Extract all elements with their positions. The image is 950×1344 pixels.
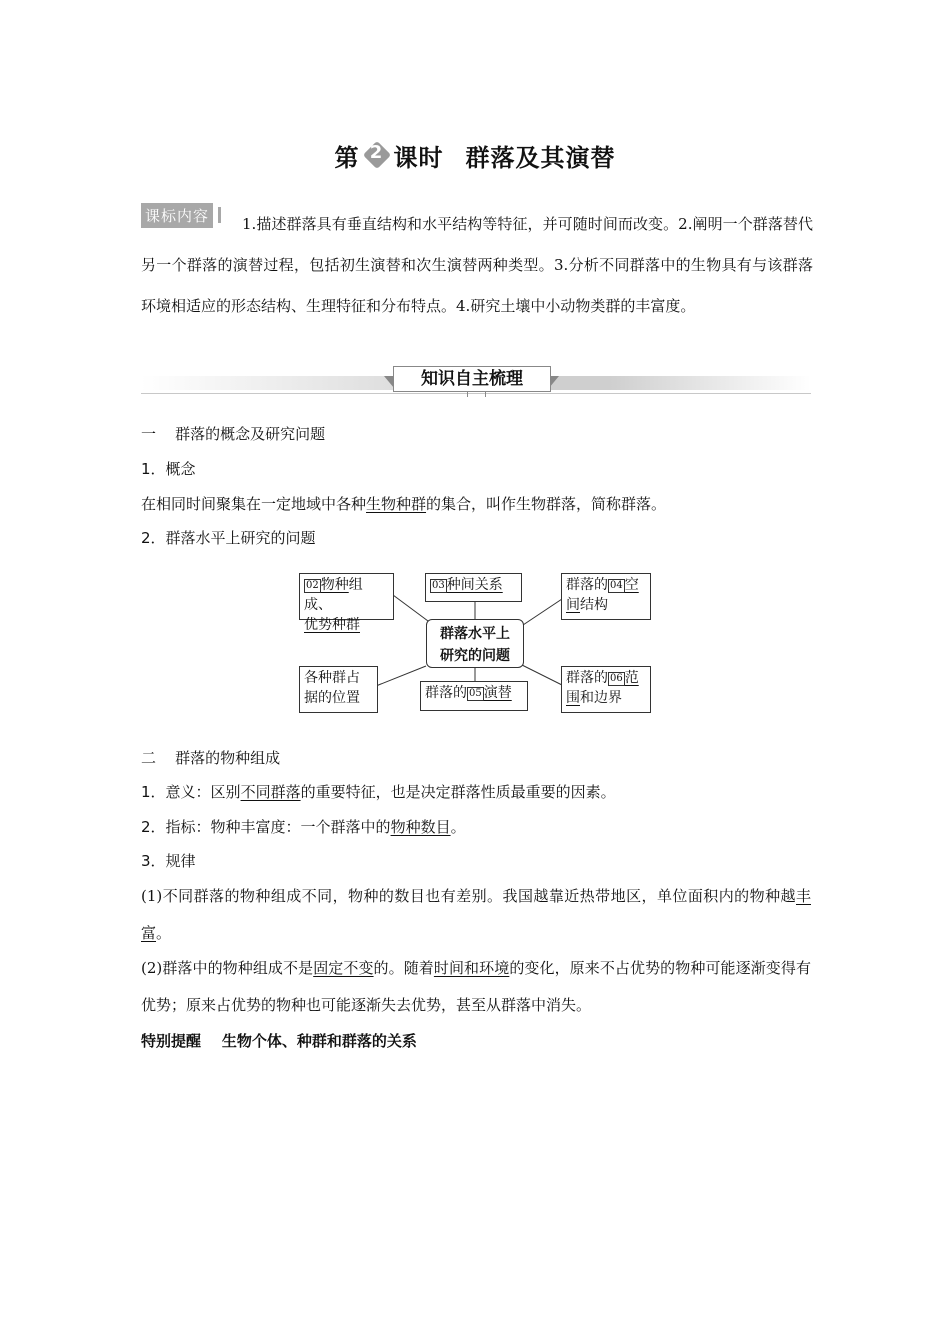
title-suffix: 课时 bbox=[393, 144, 444, 172]
node-species-composition: 02 物种组成、 优势种群 bbox=[299, 573, 394, 620]
title-prefix: 第 bbox=[334, 144, 360, 172]
indicator-line: 2．指标：物种丰富度：一个群落中的物种数目。 bbox=[141, 818, 466, 836]
pattern-paragraph-1: (1)不同群落的物种组成不同，物种的数目也有差别。我国越靠近热带地区，单位面积内的物种越丰富。 bbox=[141, 887, 811, 942]
pattern-paragraph-2: (2)群落中的物种组成不是固定不变的。随着时间和环境的变化，原来不占优势的物种可能逐渐变得有优势；原来占优势的物种也可能逐渐失去优势，甚至从群落中消失。 bbox=[141, 959, 811, 1014]
underlined-term: 生物种群 bbox=[366, 495, 427, 513]
section1-heading: 一 群落的概念及研究问题 bbox=[141, 425, 326, 443]
research-questions-label: 2．群落水平上研究的问题 bbox=[141, 529, 316, 547]
section-banner bbox=[141, 366, 811, 396]
diamond-number-badge bbox=[362, 143, 392, 169]
lesson-number: 2 bbox=[369, 142, 384, 163]
banner-label: 知识自主梳理 bbox=[393, 366, 551, 392]
node-niche-position: 各种群占 据的位置 bbox=[299, 666, 378, 713]
research-questions-diagram bbox=[298, 569, 653, 716]
node-interspecific-relationship: 03 种间关系 bbox=[425, 573, 522, 602]
concept-definition: 在相同时间聚集在一定地域中各种生物种群的集合，叫作生物群落，简称群落。 bbox=[141, 495, 667, 513]
node-range-boundary: 群落的 06 范 围和边界 bbox=[561, 666, 651, 713]
concept-label: 1．概念 bbox=[141, 460, 196, 478]
diagram-center-node: 群落水平上 研究的问题 bbox=[426, 619, 524, 668]
node-succession: 群落的 05 演替 bbox=[420, 681, 528, 711]
significance-line: 1．意义：区别不同群落的重要特征，也是决定群落性质最重要的因素。 bbox=[141, 783, 616, 801]
title-topic: 群落及其演替 bbox=[465, 144, 616, 172]
curriculum-standard-text: 1.描述群落具有垂直结构和水平结构等特征，并可随时间而改变。2.阐明一个群落替代另一个群落的演替过程，包括初生演替和次生演替两种类型。3.分析不同群落中的生物具有与该群落环境相适应的形态结构、生理特征和分布特点。4.研究土壤中小动物类群的丰富度。 bbox=[141, 215, 813, 315]
page-title bbox=[0, 138, 950, 173]
special-reminder: 特别提醒 生物个体、种群和群落的关系 bbox=[141, 1032, 417, 1050]
section2-heading: 二 群落的物种组成 bbox=[141, 749, 281, 767]
curriculum-standard-tag: 课标内容 bbox=[141, 203, 213, 228]
node-spatial-structure: 群落的 04 空 间结构 bbox=[561, 573, 651, 620]
pattern-label: 3．规律 bbox=[141, 852, 196, 870]
